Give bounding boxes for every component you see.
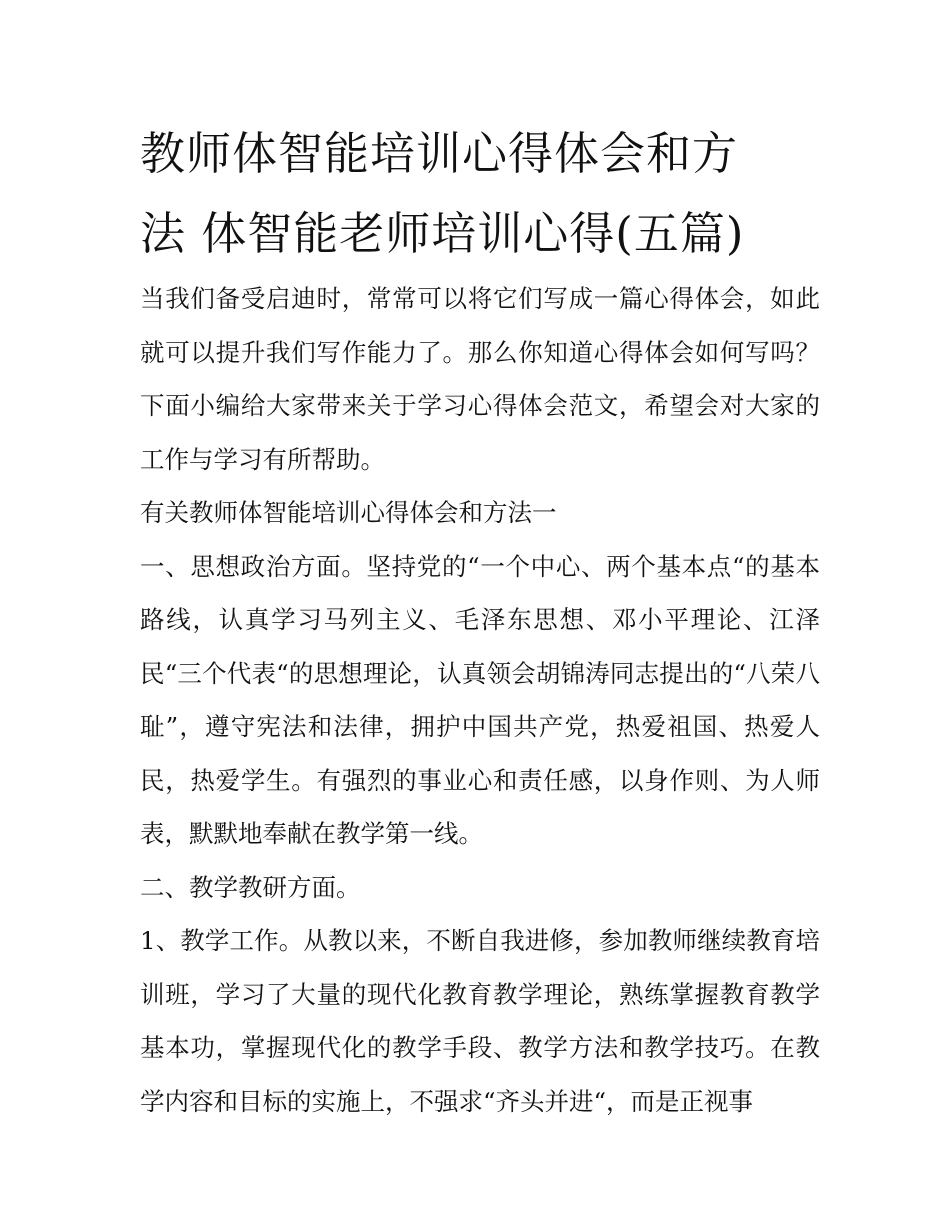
intro-paragraph: 当我们备受启迪时，常常可以将它们写成一篇心得体会，如此就可以提升我们写作能力了。那么你知道心得体会如何写吗？下面小编给大家带来关于学习心得体会范文，希望会对大家的工作与学习有所帮助。: [140, 284, 820, 474]
document-body: [140, 272, 820, 1128]
title-line-2: 法 体智能老师培训心得(五篇): [140, 207, 745, 260]
teaching-paragraph: 1、教学工作。从教以来，不断自我进修，参加教师继续教育培训班，学习了大量的现代化教育教学理论，熟练掌握教育教学基本功，掌握现代化的教学手段、教学方法和教学技巧。在教学内容和目标的实施上，不强求“齐头并进“，而是正视事: [140, 926, 820, 1116]
politics-paragraph: 一、思想政治方面。坚持党的“一个中心、两个基本点“的基本路线，认真学习马列主义、毛泽东思想、邓小平理论、江泽民“三个代表“的思想理论，认真领会胡锦涛同志提出的“八荣八耻”，遵守宪法和法律，拥护中国共产党，热爱祖国、热爱人民，热爱学生。有强烈的事业心和责任感，以身作则、为人师表，默默地奉献在教学第一线。: [140, 551, 820, 848]
teaching-heading: 二、教学教研方面。: [140, 872, 361, 902]
title-line-1: 教师体智能培训心得体会和方: [140, 127, 739, 180]
section-heading: 有关教师体智能培训心得体会和方法一: [140, 498, 557, 527]
document-title: [140, 114, 830, 274]
